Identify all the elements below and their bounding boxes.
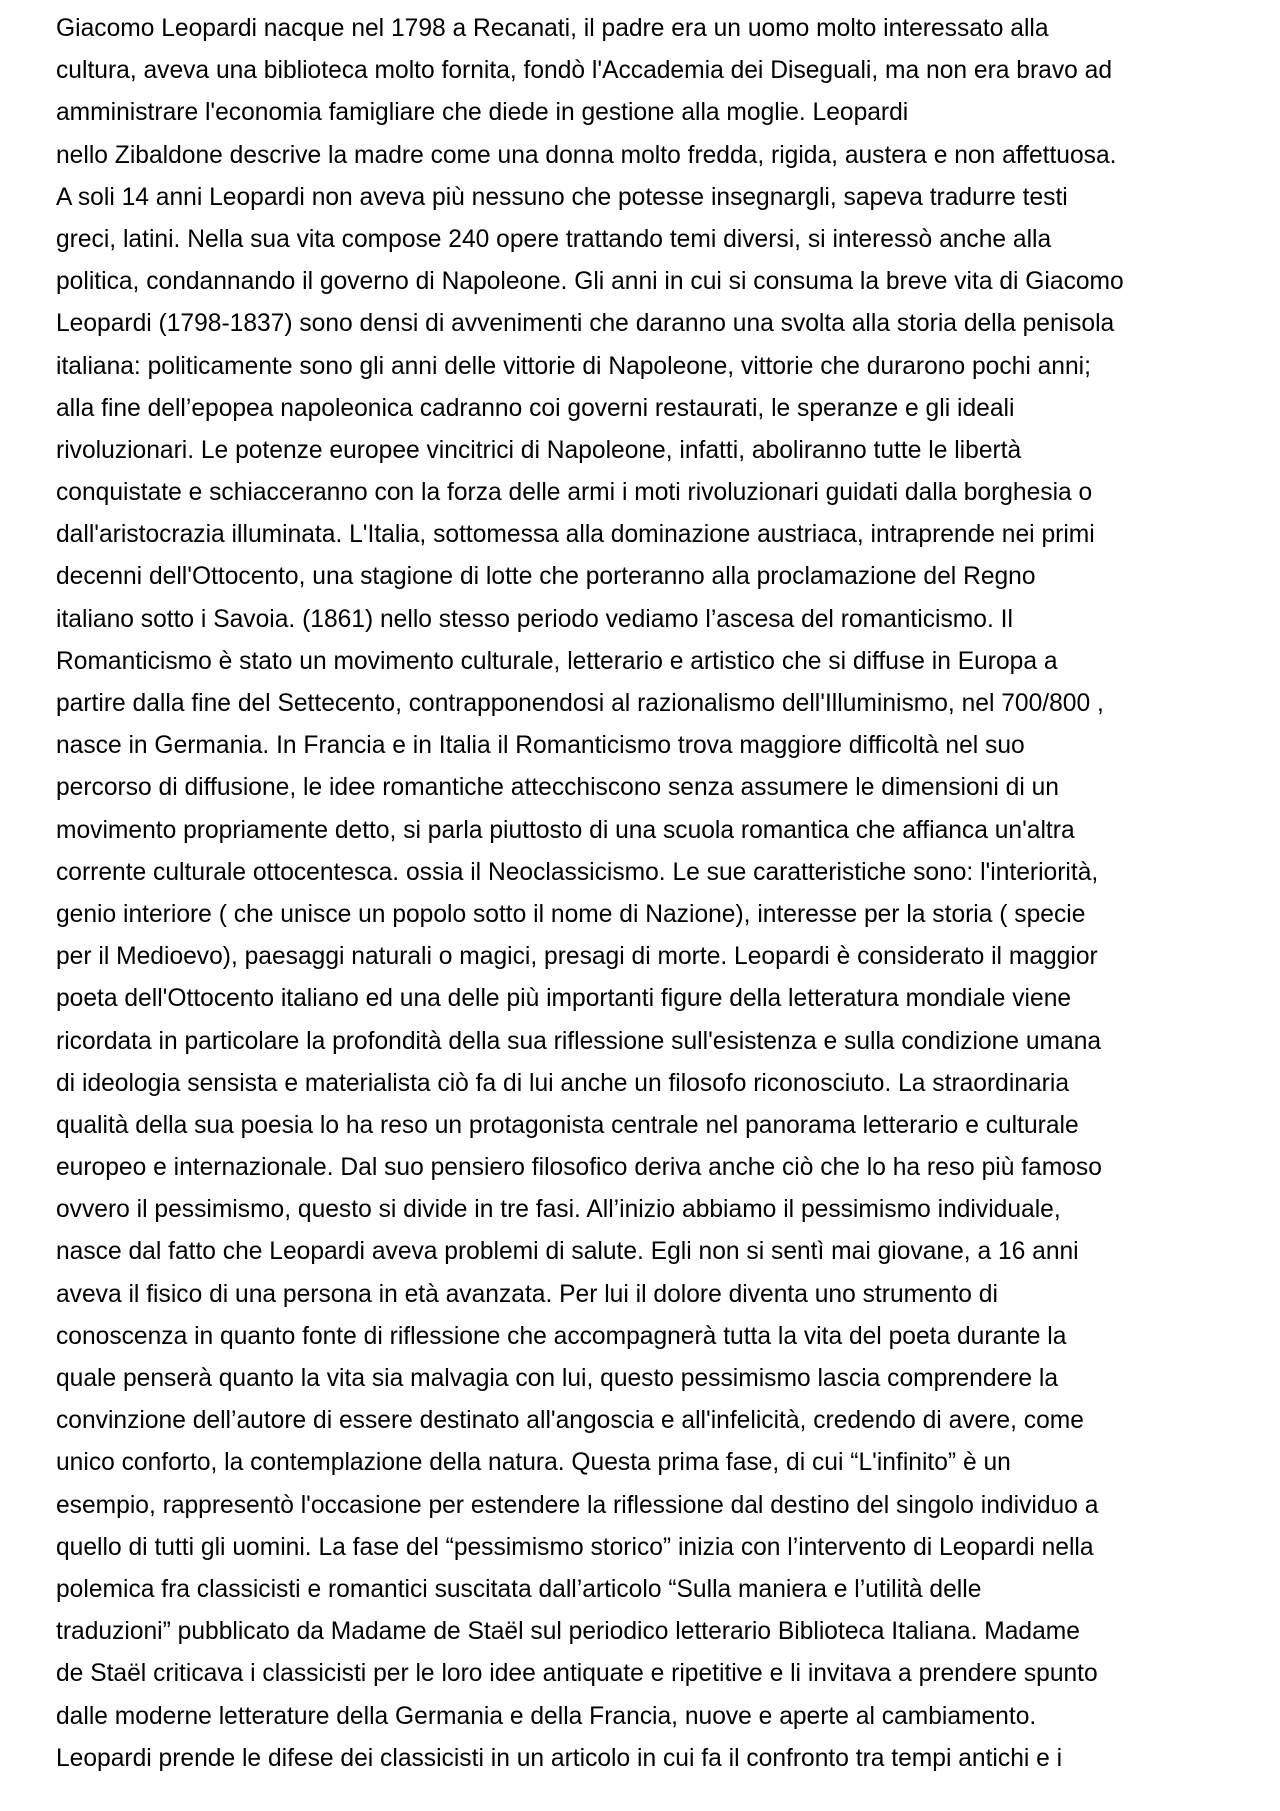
text-line: rivoluzionari. Le potenze europee vincitrici di Napoleone, infatti, aboliranno tutte le libertà xyxy=(56,436,1022,464)
text-line: aveva il fisico di una persona in età avanzata. Per lui il dolore diventa uno strumento di xyxy=(56,1280,998,1308)
text-line: italiano sotto i Savoia. (1861) nello stesso periodo vediamo l’ascesa del romanticismo. Il xyxy=(56,605,1013,633)
text-line: ovvero il pessimismo, questo si divide in tre fasi. All’inizio abbiamo il pessimismo individuale, xyxy=(56,1196,1061,1224)
text-line: dall'aristocrazia illuminata. L'Italia, sottomessa alla dominazione austriaca, intraprende nei primi xyxy=(56,521,1095,549)
text-line: politica, condannando il governo di Napoleone. Gli anni in cui si consuma la breve vita di Giacomo xyxy=(56,268,1124,296)
text-line: de Staël criticava i classicisti per le loro idee antiquate e ripetitive e li invitava a prendere spunto xyxy=(56,1660,1098,1688)
text-line: europeo e internazionale. Dal suo pensiero filosofico deriva anche ciò che lo ha reso più famoso xyxy=(56,1154,1102,1182)
text-line: quello di tutti gli uomini. La fase del “pessimismo storico” inizia con l’intervento di Leopardi nella xyxy=(56,1533,1094,1561)
text-line: conquistate e schiacceranno con la forza delle armi i moti rivoluzionari guidati dalla borghesia o xyxy=(56,479,1093,507)
text-line: nello Zibaldone descrive la madre come una donna molto fredda, rigida, austera e non affettuosa. xyxy=(56,141,1117,169)
text-line: dalle moderne letterature della Germania e della Francia, nuove e aperte al cambiamento. xyxy=(56,1702,1037,1730)
text-line: genio interiore ( che unisce un popolo sotto il nome di Nazione), interesse per la storia ( specie xyxy=(56,900,1086,928)
text-line: per il Medioevo), paesaggi naturali o magici, presagi di morte. Leopardi è considerato il maggior xyxy=(56,943,1098,971)
text-line: polemica fra classicisti e romantici suscitata dall’articolo “Sulla maniera e l’utilità delle xyxy=(56,1575,982,1603)
text-line: cultura, aveva una biblioteca molto fornita, fondò l'Accademia dei Diseguali, ma non era bravo ad xyxy=(56,57,1113,85)
text-line: amministrare l'economia famigliare che diede in gestione alla moglie. Leopardi xyxy=(56,99,909,127)
text-line: traduzioni” pubblicato da Madame de Staël sul periodico letterario Biblioteca Italiana. Madame xyxy=(56,1618,1080,1646)
text-line: convinzione dell’autore di essere destinato all'angoscia e all'infelicità, credendo di avere, come xyxy=(56,1407,1084,1435)
text-line: movimento propriamente detto, si parla piuttosto di una scuola romantica che affianca un'altra xyxy=(56,816,1075,844)
text-line: nasce in Germania. In Francia e in Italia il Romanticismo trova maggiore difficoltà nel suo xyxy=(56,732,1025,760)
text-line: poeta dell'Ottocento italiano ed una delle più importanti figure della letteratura mondiale viene xyxy=(56,985,1072,1013)
text-line: Leopardi prende le difese dei classicisti in un articolo in cui fa il confronto tra tempi antichi e i xyxy=(56,1744,1063,1772)
text-line: conoscenza in quanto fonte di riflessione che accompagnerà tutta la vita del poeta durante la xyxy=(56,1322,1067,1350)
text-line: Romanticismo è stato un movimento culturale, letterario e artistico che si diffuse in Europa a xyxy=(56,647,1058,675)
text-line: unico conforto, la contemplazione della natura. Questa prima fase, di cui “L'infinito” è un xyxy=(56,1449,1011,1477)
text-line: corrente culturale ottocentesca. ossia il Neoclassicismo. Le sue caratteristiche sono: l'interiorità, xyxy=(56,858,1099,886)
text-line: partire dalla fine del Settecento, contrapponendosi al razionalismo dell'Illuminismo, nel 700/800 , xyxy=(56,690,1104,717)
text-line: nasce dal fatto che Leopardi aveva problemi di salute. Egli non si sentì mai giovane, a 16 anni xyxy=(56,1238,1079,1266)
text-line: Giacomo Leopardi nacque nel 1798 a Recanati, il padre era un uomo molto interessato alla xyxy=(56,15,1049,42)
text-line: qualità della sua poesia lo ha reso un protagonista centrale nel panorama letterario e culturale xyxy=(56,1111,1079,1139)
text-line: alla fine dell’epopea napoleonica cadranno coi governi restaurati, le speranze e gli ideali xyxy=(56,394,1015,422)
text-line: ricordata in particolare la profondità della sua riflessione sull'esistenza e sulla condizione umana xyxy=(56,1027,1102,1055)
text-line: di ideologia sensista e materialista ciò fa di lui anche un filosofo riconosciuto. La straordinaria xyxy=(56,1069,1070,1097)
text-line: Leopardi (1798-1837) sono densi di avvenimenti che daranno una svolta alla storia della penisola xyxy=(56,310,1115,338)
text-line: esempio, rappresentò l'occasione per estendere la riflessione dal destino del singolo individuo a xyxy=(56,1491,1099,1519)
text-line: A soli 14 anni Leopardi non aveva più nessuno che potesse insegnargli, sapeva tradurre testi xyxy=(56,183,1068,211)
text-line: percorso di diffusione, le idee romantiche attecchiscono senza assumere le dimensioni di un xyxy=(56,774,1059,802)
text-line: greci, latini. Nella sua vita compose 240 opere trattando temi diversi, si interessò anche alla xyxy=(56,225,1052,253)
text-line: quale penserà quanto la vita sia malvagia con lui, questo pessimismo lascia comprendere la xyxy=(56,1365,1059,1392)
body-text xyxy=(56,8,1256,1780)
text-line: decenni dell'Ottocento, una stagione di lotte che porteranno alla proclamazione del Regno xyxy=(56,563,1036,591)
text-line: italiana: politicamente sono gli anni delle vittorie di Napoleone, vittorie che durarono pochi anni; xyxy=(56,352,1091,380)
